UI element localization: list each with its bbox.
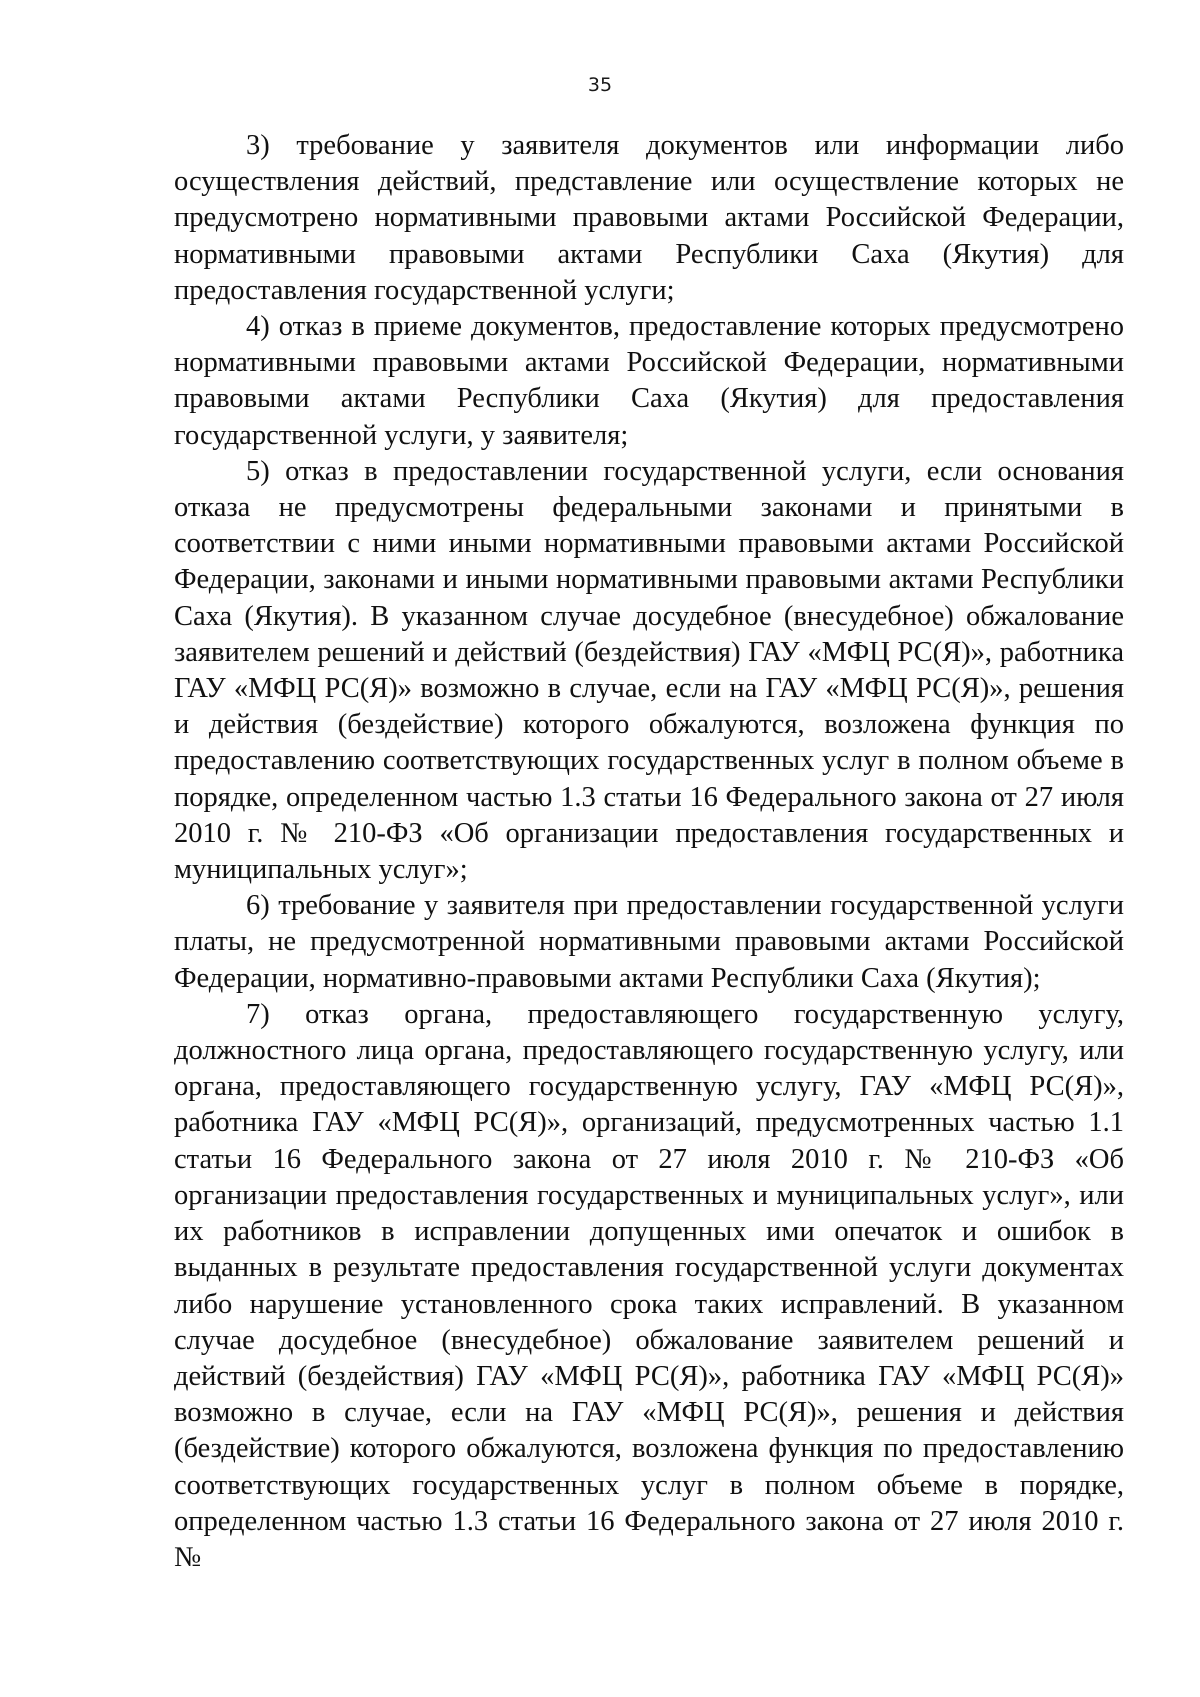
paragraph-item-3: 3) требование у заявителя документов или информации либо осуществления действий, представление или осуществление которых не предусмотрено нормативными правовыми актами Российской Федерации, нормативными правовыми актами Республики Саха (Якутия) для предоставления государственной услуги; [174,130,1124,306]
paragraph-item-7: 7) отказ органа, предоставляющего государственную услугу, должностного лица органа, предоставляющего государственную услугу, или органа, предоставляющего государственную услугу, ГАУ «МФЦ РС(Я)», работника ГАУ «МФЦ РС(Я)», организаций, предусмотренных частью 1.1 статьи 16 Федерального закона от 27 июля 2010 г. № 210-ФЗ «Об организации предоставления государственных и муниципальных услуг», или их работников в исправлении допущенных ими опечаток и ошибок в выданных в результате предоставления государственной услуги документах либо нарушение установленного срока таких исправлений. В указанном случае досудебное (внесудебное) обжалование заявителем решений и действий (бездействия) ГАУ «МФЦ РС(Я)», работника ГАУ «МФЦ РС(Я)» возможно в случае, если на ГАУ «МФЦ РС(Я)», решения и действия (бездействие) которого обжалуются, возложена функция по предоставлению соответствующих государственных услуг в полном объеме в порядке, определенном частью 1.3 статьи 16 Федерального закона от 27 июля 2010 г. № [174,998,1124,1573]
document-body [174,128,1124,1576]
paragraph-item-6: 6) требование у заявителя при предоставлении государственной услуги платы, не предусмотренной нормативными правовыми актами Российской Федерации, нормативно-правовыми актами Республики Саха (Якутия); [174,890,1124,994]
page-number: 35 [587,74,613,96]
paragraph-item-5: 5) отказ в предоставлении государственной услуги, если основания отказа не предусмотрены федеральными законами и принятыми в соответствии с ними иными нормативными правовыми актами Российской Федерации, законами и иными нормативными правовыми актами Республики Саха (Якутия). В указанном случае досудебное (внесудебное) обжалование заявителем решений и действий (бездействия) ГАУ «МФЦ РС(Я)», работника ГАУ «МФЦ РС(Я)» возможно в случае, если на ГАУ «МФЦ РС(Я)», решения и действия (бездействие) которого обжалуются, возложена функция по предоставлению соответствующих государственных услуг в полном объеме в порядке, определенном частью 1.3 статьи 16 Федерального закона от 27 июля 2010 г. № 210-ФЗ «Об организации предоставления государственных и муниципальных услуг»; [174,455,1124,886]
paragraph-item-4: 4) отказ в приеме документов, предоставление которых предусмотрено нормативными правовыми актами Российской Федерации, нормативными правовыми актами Республики Саха (Якутия) для предоставления государственной услуги, у заявителя; [174,311,1124,451]
